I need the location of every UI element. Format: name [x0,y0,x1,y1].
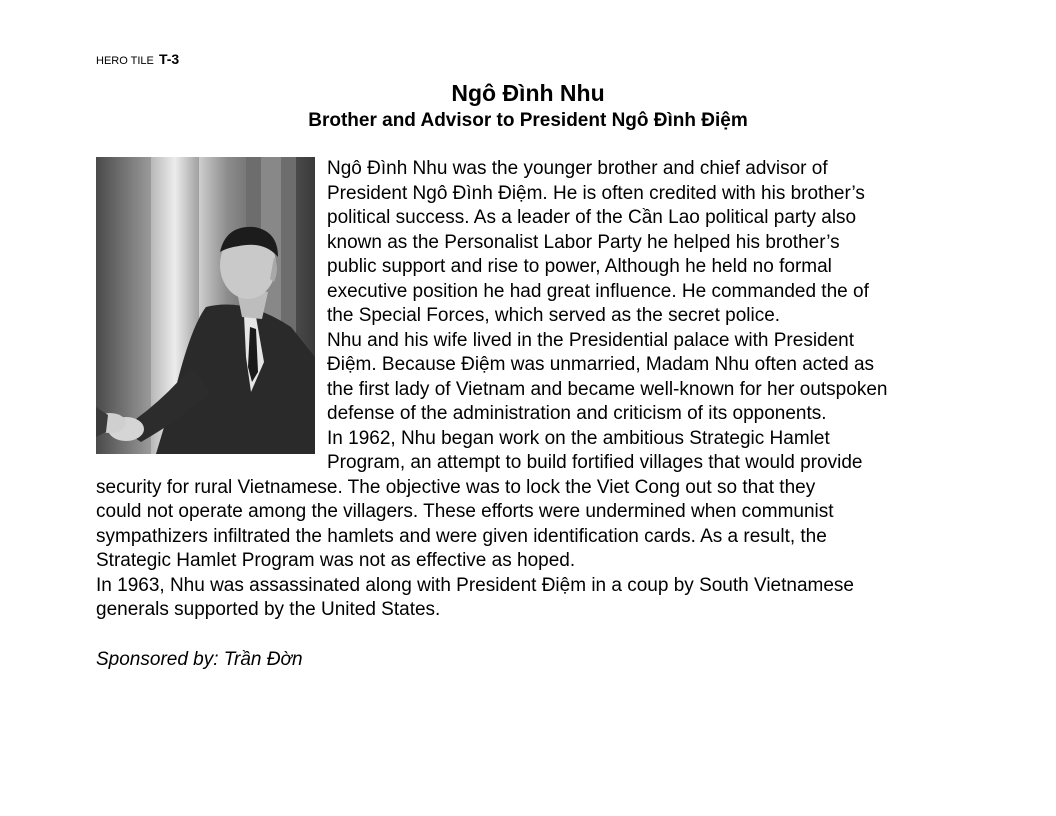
page-subtitle: Brother and Advisor to President Ngô Đình Điệm [308,110,748,131]
biography-line: In 1963, Nhu was assassinated along with President Điệm in a coup by South Vietnamese [96,574,854,596]
portrait-photo [96,157,315,454]
biography-line: sympathizers infiltrated the hamlets and were given identification cards. As a result, the [96,525,827,547]
biography-line: Ngô Đình Nhu was the younger brother and chief advisor of [327,158,828,179]
biography-line: In 1962, Nhu began work on the ambitious Strategic Hamlet [327,427,830,449]
biography-line: political success. As a leader of the Cần Lao political party also [327,207,857,228]
tile-label-text: HERO TILE [96,55,154,67]
biography-line: generals supported by the United States. [96,599,441,620]
biography-line: defense of the administration and criticism of its opponents. [327,403,827,424]
portrait-photo-image [96,157,315,454]
biography-line: Strategic Hamlet Program was not as effective as hoped. [96,550,576,571]
biography-line: Nhu and his wife lived in the Presidential palace with President [327,329,855,351]
biography-line: known as the Personalist Labor Party he helped his brother’s [327,231,840,253]
tile-code: T-3 [158,51,180,67]
tile-label [96,52,179,68]
biography-line: President Ngô Đình Điệm. He is often credited with his brother’s [327,182,865,204]
sponsor-credit: Sponsored by: Trần Đờn [96,649,303,670]
biography-line: Program, an attempt to build fortified villages that would provide [327,452,863,473]
biography-line: security for rural Vietnamese. The objective was to lock the Viet Cong out so that they [96,476,816,498]
page-title: Ngô Đình Nhu [451,80,605,106]
biography-line: executive position he had great influence. He commanded the of [327,280,869,302]
biography-line: the Special Forces, which served as the secret police. [327,305,781,326]
biography-line: the first lady of Vietnam and became well-known for her outspoken [327,378,888,400]
biography-line: could not operate among the villagers. These efforts were undermined when communist [96,501,834,522]
biography-line: public support and rise to power, Although he held no formal [327,256,832,277]
biography-line: Điệm. Because Điệm was unmarried, Madam Nhu often acted as [327,354,875,375]
